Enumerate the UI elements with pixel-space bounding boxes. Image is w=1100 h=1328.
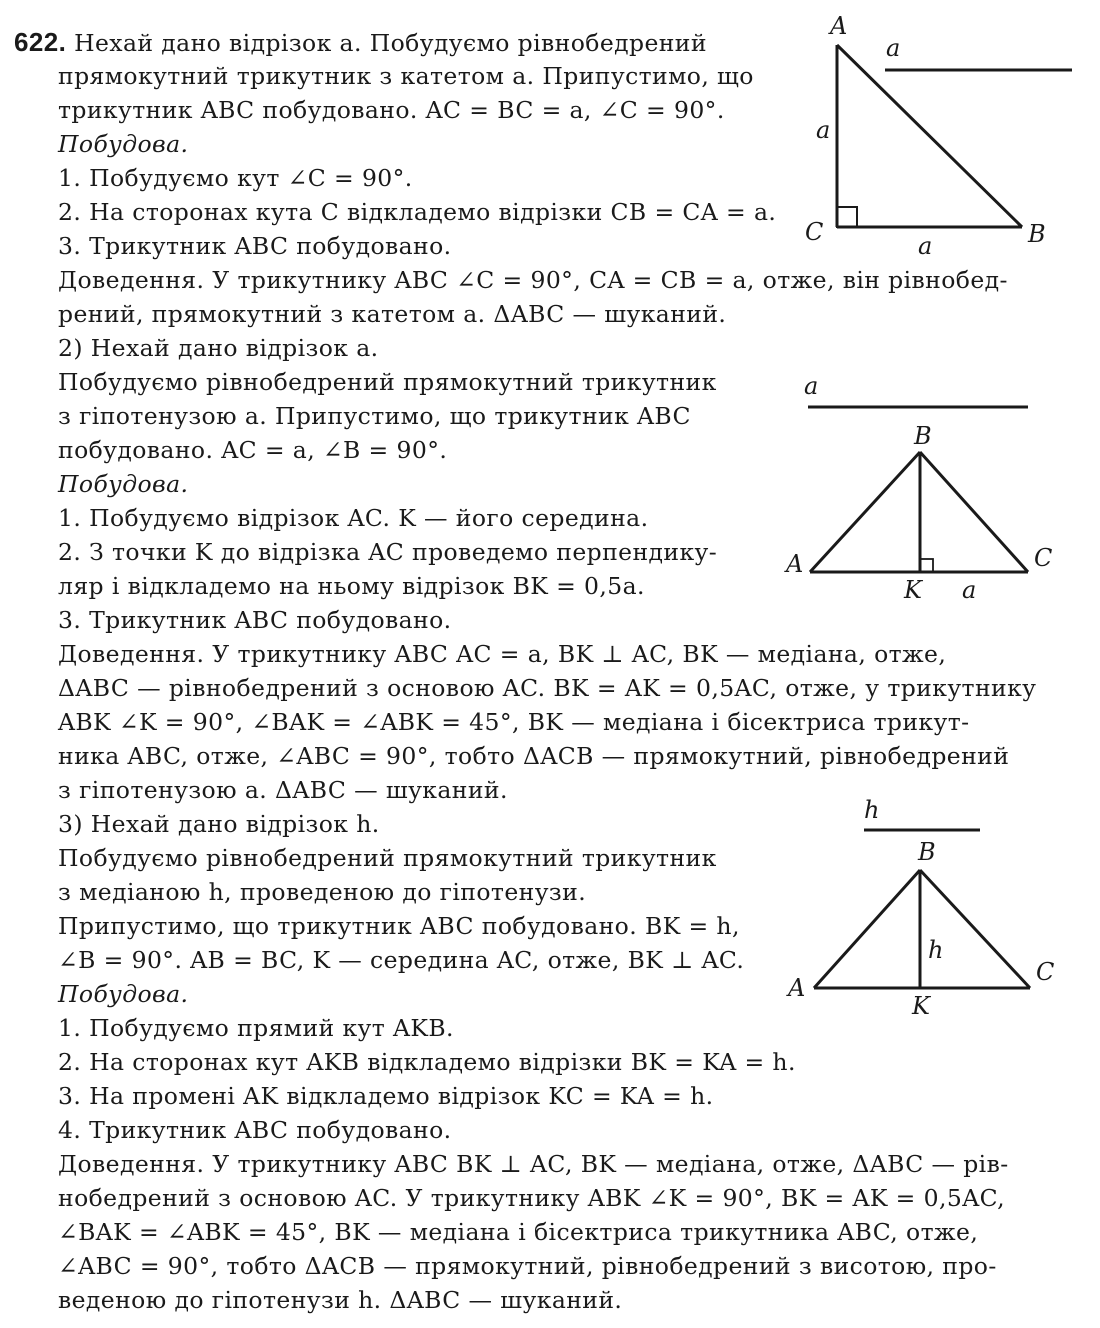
point-k-label: K xyxy=(904,576,922,604)
median-label: h xyxy=(928,936,944,964)
text-line-20: ΔABC — рівнобедрений з основою AC. BK = AK = 0,5AC, отже, у трикутнику xyxy=(58,674,1037,702)
vertex-c-label: C xyxy=(1036,958,1055,986)
side-bc xyxy=(920,870,1030,988)
text-line-9: рений, прямокутний з катетом a. ΔABC — шуканий. xyxy=(58,300,727,328)
text-line-11: Побудуємо рівнобедрений прямокутний трикутник xyxy=(58,368,717,396)
given-segment-label: h xyxy=(864,796,880,824)
text-line-22: ника ABC, отже, ∠ABC = 90°, тобто ΔACB — прямокутний, рівнобедрений xyxy=(58,742,1010,770)
given-segment-label: a xyxy=(804,372,819,400)
text-line-24: 3) Нехай дано відрізок h. xyxy=(58,810,380,838)
text-line-26: з медіаною h, проведеною до гіпотенузи. xyxy=(58,878,587,906)
text-line-32: 3. На промені AK відкладемо відрізок KC = KA = h. xyxy=(58,1082,714,1110)
right-angle-mark xyxy=(837,207,857,227)
text-line-17: ляр і відкладемо на ньому відрізок BK = 0,5a. xyxy=(58,572,645,600)
vertex-b-label: B xyxy=(1028,220,1046,248)
side-label: a xyxy=(962,576,977,604)
vertex-c-label: C xyxy=(805,218,824,246)
vertex-c-label: C xyxy=(1034,544,1053,572)
text-line-33: 4. Трикутник ABC побудовано. xyxy=(58,1116,452,1144)
figure-right-triangle-hypotenuse xyxy=(780,360,1080,610)
text-line-1: 622. Нехай дано відрізок a. Побудуємо рівнобедрений xyxy=(14,27,707,57)
text-line-25: Побудуємо рівнобедрений прямокутний трикутник xyxy=(58,844,717,872)
text-line-18: 3. Трикутник ABC побудовано. xyxy=(58,606,452,634)
vertex-b-label: B xyxy=(914,422,932,450)
problem-number: 622. xyxy=(14,27,67,57)
text-line-10: 2) Нехай дано відрізок a. xyxy=(58,334,379,362)
vertex-b-label: B xyxy=(918,838,936,866)
construction-heading-2: Побудова. xyxy=(58,470,189,498)
text-line-16: 2. З точки K до відрізка AC проведемо перпендику- xyxy=(58,538,718,566)
text-line-2: прямокутний трикутник з катетом a. Припустимо, що xyxy=(58,62,754,90)
text-line-12: з гіпотенузою a. Припустимо, що трикутник ABC xyxy=(58,402,691,430)
figure-right-triangle-leg xyxy=(790,0,1090,270)
text-line-31: 2. На сторонах кут AKB відкладемо відрізки BK = KA = h. xyxy=(58,1048,796,1076)
text-line-7: 3. Трикутник ABC побудовано. xyxy=(58,232,452,260)
text-line-23: з гіпотенузою a. ΔABC — шуканий. xyxy=(58,776,508,804)
side-ab xyxy=(814,870,920,988)
side-ac-label: a xyxy=(816,116,831,144)
side-bc xyxy=(920,452,1028,572)
side-ab xyxy=(810,452,920,572)
proof-line-2: Доведення. У трикутнику ABC AC = a, BK ⊥ AC, BK — медіана, отже, xyxy=(58,640,947,668)
text-line-27: Припустимо, що трикутник ABC побудовано. BK = h, xyxy=(58,912,740,940)
text-line-36: ∠BAK = ∠ABK = 45°, BK — медіана і бісектриса трикутника ABC, отже, xyxy=(58,1218,979,1246)
text-line-28: ∠B = 90°. AB = BC, K — середина AC, отже, BK ⊥ AC. xyxy=(58,946,745,974)
text-line-37: ∠ABC = 90°, тобто ΔACB — прямокутний, рівнобедрений з висотою, про- xyxy=(58,1252,997,1280)
proof-line-1: Доведення. У трикутнику ABC ∠C = 90°, CA = CB = a, отже, він рівнобед- xyxy=(58,266,1008,294)
construction-heading-1: Побудова. xyxy=(58,130,189,158)
vertex-a-label: A xyxy=(830,12,848,40)
text-line-38: веденою до гіпотенузи h. ΔABC — шуканий. xyxy=(58,1286,623,1314)
text-line-30: 1. Побудуємо прямий кут AKB. xyxy=(58,1014,454,1042)
text-line-3: трикутник ABC побудовано. AC = BC = a, ∠C = 90°. xyxy=(58,96,725,124)
text-line-5: 1. Побудуємо кут ∠C = 90°. xyxy=(58,164,413,192)
figure-right-triangle-median xyxy=(780,790,1080,1030)
hypotenuse-ab xyxy=(837,45,1022,227)
construction-heading-3: Побудова. xyxy=(58,980,189,1008)
text-line-21: ABK ∠K = 90°, ∠BAK = ∠ABK = 45°, BK — медіана і бісектриса трикут- xyxy=(58,708,970,736)
side-cb-label: a xyxy=(918,232,933,260)
point-k-label: K xyxy=(912,992,930,1020)
proof-line-3: Доведення. У трикутнику ABC BK ⊥ AC, BK — медіана, отже, ΔABC — рів- xyxy=(58,1150,1009,1178)
vertex-a-label: A xyxy=(788,974,806,1002)
text-line-15: 1. Побудуємо відрізок AC. K — його середина. xyxy=(58,504,649,532)
text-line-13: побудовано. AC = a, ∠B = 90°. xyxy=(58,436,448,464)
right-angle-mark xyxy=(920,559,933,572)
text-line-35: нобедрений з основою AC. У трикутнику ABK ∠K = 90°, BK = AK = 0,5AC, xyxy=(58,1184,1006,1212)
given-segment-label: a xyxy=(886,34,901,62)
text-line-6: 2. На сторонах кута C відкладемо відрізки CB = CA = a. xyxy=(58,198,777,226)
vertex-a-label: A xyxy=(786,550,804,578)
